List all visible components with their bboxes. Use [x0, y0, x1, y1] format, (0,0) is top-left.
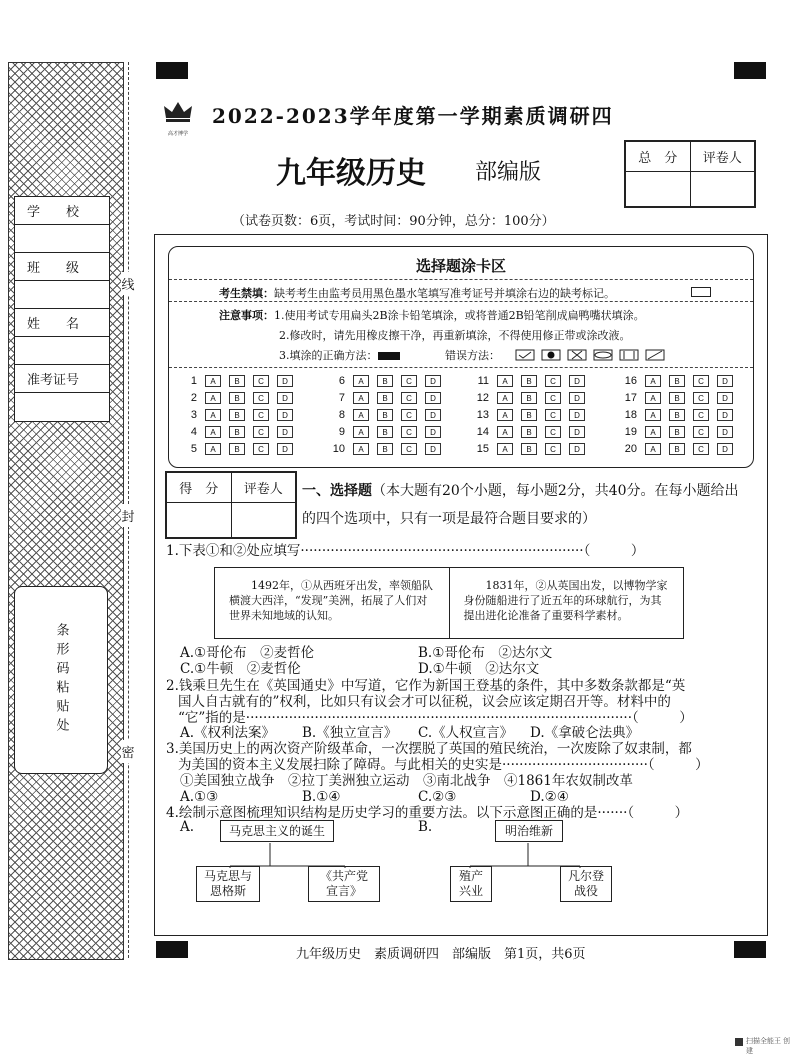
q1-table — [214, 567, 684, 639]
question-number: 13 — [476, 409, 489, 421]
answer-row-2 — [183, 392, 301, 404]
scanner-watermark: 扫描全能王 创建 — [746, 1038, 790, 1055]
bubble-8-B[interactable]: B — [377, 409, 393, 421]
question-number: 18 — [624, 409, 637, 421]
bubble-9-C[interactable]: C — [401, 426, 417, 438]
q2-line-1: 2.钱乘旦先生在《英国通史》中写道，它作为新国王登基的条件，其中多数条款都是“英 — [166, 678, 686, 694]
bubble-2-C[interactable]: C — [253, 392, 269, 404]
question-number: 14 — [476, 426, 489, 438]
answer-row-9 — [331, 426, 449, 438]
bubble-10-D[interactable]: D — [425, 443, 441, 455]
q1-stem: 1.下表①和②处应填写··································································（ ） — [166, 543, 645, 559]
answer-card-title: 选择题涂卡区 — [415, 257, 506, 275]
bubble-3-C[interactable]: C — [253, 409, 269, 421]
bubble-17-B[interactable]: B — [669, 392, 685, 404]
field-class-blank[interactable] — [15, 281, 109, 309]
bubble-2-D[interactable]: D — [277, 392, 293, 404]
answer-row-11 — [475, 375, 593, 387]
correct-fill-icon — [378, 352, 400, 360]
q1-option-a[interactable]: A.①哥伦布 ②麦哲伦 — [180, 645, 315, 661]
bubble-15-C[interactable]: C — [545, 443, 561, 455]
q4-a-top-box: 马克思主义的诞生 — [220, 820, 334, 842]
bubble-9-D[interactable]: D — [425, 426, 441, 438]
bubble-18-D[interactable]: D — [717, 409, 733, 421]
bubble-12-B[interactable]: B — [521, 392, 537, 404]
q3-option-c[interactable]: C.②③ — [418, 789, 457, 805]
field-name: 姓 名 — [15, 309, 109, 337]
bubble-13-C[interactable]: C — [545, 409, 561, 421]
q4-a-left-box: 马克思与恩格斯 — [196, 866, 260, 902]
bubble-12-C[interactable]: C — [545, 392, 561, 404]
q3-line-2: 为美国的资本主义发展扫除了障碍。与此相关的史实是··································（ ） — [178, 757, 709, 773]
total-blank[interactable] — [626, 172, 691, 207]
bubble-9-A[interactable]: A — [353, 426, 369, 438]
answer-row-12 — [475, 392, 593, 404]
question-number: 3 — [190, 409, 197, 421]
answer-row-1 — [183, 375, 301, 387]
total-score-box — [624, 140, 756, 208]
answer-row-18 — [623, 409, 741, 421]
q3-option-d[interactable]: D.②④ — [530, 789, 569, 805]
bubble-13-D[interactable]: D — [569, 409, 585, 421]
ban-text: 缺考考生由监考员用黑色墨水笔填写准考证号并填涂右边的缺考标记。 — [274, 287, 615, 300]
bubble-2-B[interactable]: B — [229, 392, 245, 404]
bubble-6-B[interactable]: B — [377, 375, 393, 387]
bubble-1-A[interactable]: A — [205, 375, 221, 387]
q4-option-a-label[interactable]: A. — [180, 819, 195, 835]
question-number: 7 — [338, 392, 345, 404]
section-grader-label: 评卷人 — [231, 473, 296, 503]
q4-a-right-box: 《共产党宣言》 — [308, 866, 380, 902]
question-number: 8 — [338, 409, 345, 421]
bubble-11-A[interactable]: A — [497, 375, 513, 387]
bubble-5-B[interactable]: B — [229, 443, 245, 455]
bubble-19-C[interactable]: C — [693, 426, 709, 438]
field-school-blank[interactable] — [15, 225, 109, 253]
note-1: 1.使用考试专用扁头2B涂卡铅笔填涂，或将普通2B铅笔削成扁鸭嘴状填涂。 — [274, 309, 645, 322]
student-info-box — [14, 196, 110, 422]
answer-row-6 — [331, 375, 449, 387]
answer-row-13 — [475, 409, 593, 421]
bubble-13-B[interactable]: B — [521, 409, 537, 421]
bubble-15-B[interactable]: B — [521, 443, 537, 455]
total-label: 总 分 — [626, 142, 691, 172]
q4-b-left-box: 殖产兴业 — [450, 866, 492, 902]
q2-line-2: 国人自古就有的”权利，比如只有议会才可以征税，议会应该定期召开等。材料中的 — [178, 694, 671, 710]
grader-blank[interactable] — [690, 172, 755, 207]
subject-title: 九年级历史 — [276, 156, 426, 191]
answer-row-19 — [623, 426, 741, 438]
q1-option-c[interactable]: C.①牛顿 ②麦哲伦 — [180, 661, 301, 677]
bubble-19-B[interactable]: B — [669, 426, 685, 438]
bubble-7-A[interactable]: A — [353, 392, 369, 404]
bubble-7-C[interactable]: C — [401, 392, 417, 404]
question-number: 1 — [190, 375, 197, 387]
bubble-5-A[interactable]: A — [205, 443, 221, 455]
cut-char-mi: 密 — [121, 740, 135, 763]
bubble-19-D[interactable]: D — [717, 426, 733, 438]
answer-row-8 — [331, 409, 449, 421]
bubble-1-D[interactable]: D — [277, 375, 293, 387]
q2-option-c[interactable]: C.《人权宣言》 — [418, 725, 514, 741]
answer-row-5 — [183, 443, 301, 455]
answer-card — [168, 246, 754, 468]
bubble-3-B[interactable]: B — [229, 409, 245, 421]
bubble-18-B[interactable]: B — [669, 409, 685, 421]
wrong-methods: 错误方法： — [445, 347, 686, 363]
bubble-20-D[interactable]: D — [717, 443, 733, 455]
bubble-14-B[interactable]: B — [521, 426, 537, 438]
question-number: 19 — [624, 426, 637, 438]
answer-row-16 — [623, 375, 741, 387]
question-number: 17 — [624, 392, 637, 404]
alignment-marker — [734, 941, 766, 958]
section-description-2: 的四个选项中，只有一项是最符合题目要求的） — [302, 511, 596, 527]
bubble-2-A[interactable]: A — [205, 392, 221, 404]
section-score-label: 得 分 — [167, 473, 232, 503]
bubble-16-A[interactable]: A — [645, 375, 661, 387]
field-school: 学 校 — [15, 197, 109, 225]
q1-option-d[interactable]: D.①牛顿 ②达尔文 — [418, 661, 540, 677]
bubble-16-B[interactable]: B — [669, 375, 685, 387]
answer-row-20 — [623, 443, 741, 455]
q4-b-top-box: 明治维新 — [495, 820, 563, 842]
q3-items: ①美国独立战争 ②拉丁美洲独立运动 ③南北战争 ④1861年农奴制改革 — [180, 773, 633, 789]
alignment-marker — [156, 62, 188, 79]
q2-option-a[interactable]: A.《权利法案》 — [180, 725, 276, 741]
bubble-18-A[interactable]: A — [645, 409, 661, 421]
cut-char-xian: 线 — [121, 272, 135, 295]
answer-row-14 — [475, 426, 593, 438]
q4-option-b-label[interactable]: B. — [418, 819, 433, 835]
absent-mark-box[interactable] — [691, 287, 711, 297]
bubble-1-C[interactable]: C — [253, 375, 269, 387]
bubble-5-C[interactable]: C — [253, 443, 269, 455]
bubble-20-C[interactable]: C — [693, 443, 709, 455]
bubble-8-A[interactable]: A — [353, 409, 369, 421]
alignment-marker — [156, 941, 188, 958]
bubble-18-C[interactable]: C — [693, 409, 709, 421]
question-number: 11 — [477, 375, 489, 387]
bubble-15-A[interactable]: A — [497, 443, 513, 455]
bubble-8-C[interactable]: C — [401, 409, 417, 421]
field-name-blank[interactable] — [15, 337, 109, 365]
question-number: 9 — [338, 426, 345, 438]
bubble-15-D[interactable]: D — [569, 443, 585, 455]
q2-option-b[interactable]: B.《独立宣言》 — [302, 725, 398, 741]
q4-b-right-box: 凡尔登战役 — [560, 866, 612, 902]
bubble-4-C[interactable]: C — [253, 426, 269, 438]
bubble-6-A[interactable]: A — [353, 375, 369, 387]
bubble-4-A[interactable]: A — [205, 426, 221, 438]
question-number: 4 — [190, 426, 197, 438]
notes-label: 注意事项： — [219, 309, 274, 322]
bubble-11-C[interactable]: C — [545, 375, 561, 387]
field-class: 班 级 — [15, 253, 109, 281]
bubble-14-D[interactable]: D — [569, 426, 585, 438]
bubble-4-B[interactable]: B — [229, 426, 245, 438]
question-number: 10 — [332, 443, 345, 455]
section-description: 一、选择题（本大题有20个小题，每小题2分，共40分。在每小题给出 — [302, 483, 739, 499]
question-number: 6 — [338, 375, 345, 387]
bubble-3-A[interactable]: A — [205, 409, 221, 421]
alignment-marker — [734, 62, 766, 79]
field-exam-id: 准考证号 — [15, 365, 109, 393]
bubble-20-A[interactable]: A — [645, 443, 661, 455]
ban-label: 考生禁填： — [219, 287, 274, 300]
bubble-16-D[interactable]: D — [717, 375, 733, 387]
q1-option-b[interactable]: B.①哥伦布 ②达尔文 — [418, 645, 553, 661]
crown-logo-icon: 高才博学 — [160, 98, 196, 132]
answer-row-10 — [331, 443, 449, 455]
bubble-10-C[interactable]: C — [401, 443, 417, 455]
question-number: 20 — [624, 443, 637, 455]
bubble-7-D[interactable]: D — [425, 392, 441, 404]
bubble-10-A[interactable]: A — [353, 443, 369, 455]
question-number: 12 — [476, 392, 489, 404]
q1-left-cell: 1492年，①从西班牙出发，率领船队横渡大西洋，“发现”美洲，拓展了人们对世界未知地域的认知。 — [215, 568, 450, 638]
bubble-6-C[interactable]: C — [401, 375, 417, 387]
bubble-6-D[interactable]: D — [425, 375, 441, 387]
section-grader-blank[interactable] — [231, 503, 296, 538]
answer-row-3 — [183, 409, 301, 421]
bubble-11-D[interactable]: D — [569, 375, 585, 387]
q3-line-1: 3.美国历史上的两次资产阶级革命，一次摆脱了英国的殖民统治，一次废除了奴隶制，都 — [166, 741, 692, 757]
bubble-17-D[interactable]: D — [717, 392, 733, 404]
question-number: 16 — [624, 375, 637, 387]
bubble-4-D[interactable]: D — [277, 426, 293, 438]
bubble-17-A[interactable]: A — [645, 392, 661, 404]
q1-right-cell: 1831年，②从英国出发，以博物学家身份随船进行了近五年的环球航行，为其提出进化论准备了重要科学素材。 — [463, 579, 668, 622]
field-exam-id-blank[interactable] — [15, 393, 109, 421]
bubble-10-B[interactable]: B — [377, 443, 393, 455]
question-number: 2 — [190, 392, 197, 404]
note-3: 3.填涂的正确方法： — [279, 347, 400, 363]
note-2: 2.修改时，请先用橡皮擦干净，再重新填涂，不得使用修正带或涂改液。 — [279, 329, 631, 342]
wrong-mark-icons — [506, 349, 686, 361]
section-heading: 一、选择题 — [302, 483, 372, 499]
bubble-5-D[interactable]: D — [277, 443, 293, 455]
cut-char-feng: 封 — [121, 504, 135, 527]
edition-label: 部编版 — [475, 160, 542, 185]
q2-line-3: “它”指的是··························································································（ ） — [178, 710, 693, 726]
bubble-8-D[interactable]: D — [425, 409, 441, 421]
section-score-box — [165, 471, 297, 539]
bubble-20-B[interactable]: B — [669, 443, 685, 455]
bubble-11-B[interactable]: B — [521, 375, 537, 387]
bubble-19-A[interactable]: A — [645, 426, 661, 438]
q3-option-b[interactable]: B.①④ — [302, 789, 341, 805]
q2-option-d[interactable]: D.《拿破仑法典》 — [530, 725, 640, 741]
barcode-area: 条形码粘贴处 — [14, 586, 108, 774]
section-score-blank[interactable] — [167, 503, 232, 538]
bubble-3-D[interactable]: D — [277, 409, 293, 421]
bubble-16-C[interactable]: C — [693, 375, 709, 387]
q3-option-a[interactable]: A.①③ — [180, 789, 219, 805]
bubble-12-D[interactable]: D — [569, 392, 585, 404]
bubble-13-A[interactable]: A — [497, 409, 513, 421]
page-footer: 九年级历史 素质调研四 部编版 第1页，共6页 — [296, 947, 586, 962]
bubble-14-C[interactable]: C — [545, 426, 561, 438]
question-number: 5 — [190, 443, 197, 455]
bubble-9-B[interactable]: B — [377, 426, 393, 438]
exam-info: （试卷页数：6页，考试时间：90分钟，总分：100分） — [232, 214, 555, 229]
question-number: 15 — [476, 443, 489, 455]
bubble-7-B[interactable]: B — [377, 392, 393, 404]
answer-row-7 — [331, 392, 449, 404]
bubble-1-B[interactable]: B — [229, 375, 245, 387]
q4-stem: 4.绘制示意图梳理知识结构是历史学习的重要方法。以下示意图正确的是·······（ ） — [166, 805, 689, 821]
exam-title: 2022-2023学年度第一学期素质调研四 — [212, 104, 614, 128]
bubble-14-A[interactable]: A — [497, 426, 513, 438]
bubble-17-C[interactable]: C — [693, 392, 709, 404]
answer-row-15 — [475, 443, 593, 455]
qr-icon — [735, 1038, 743, 1046]
grader-label: 评卷人 — [690, 142, 755, 172]
bubble-12-A[interactable]: A — [497, 392, 513, 404]
answer-row-4 — [183, 426, 301, 438]
answer-row-17 — [623, 392, 741, 404]
